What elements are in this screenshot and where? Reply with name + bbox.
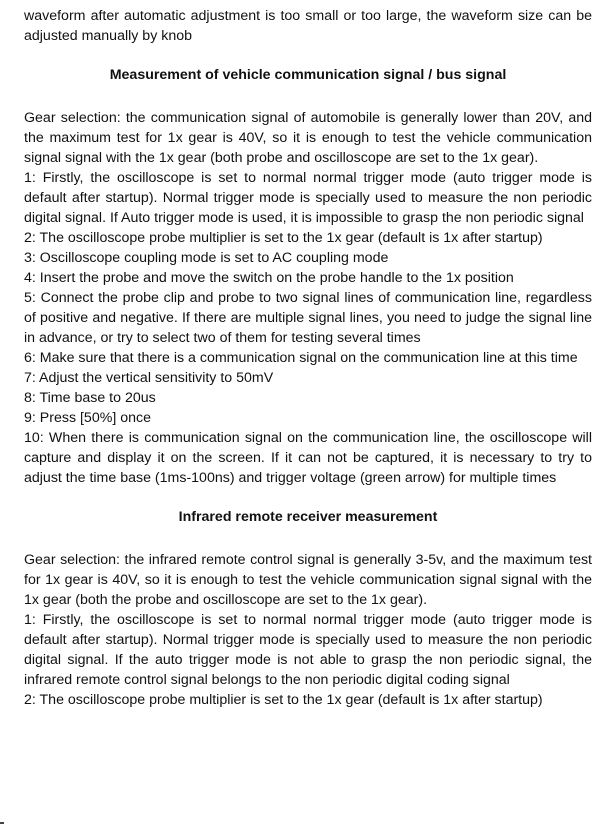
step-3-paragraph: 3: Oscilloscope coupling mode is set to AC coupling mode xyxy=(24,250,389,266)
step-4-paragraph: 4: Insert the probe and move the switch on the probe handle to the 1x position xyxy=(24,270,514,286)
step-7-paragraph: 7: Adjust the vertical sensitivity to 50mV xyxy=(24,370,274,386)
gear-selection-paragraph: Gear selection: the communication signal of automobile is generally lower than 20V, and the maximum test for 1x gear is 40V, so it is enough to test the vehicle communication signal signal with the 1x gear (both probe and oscilloscope are set to the 1x gear). xyxy=(24,110,592,166)
step-10-paragraph: 10: When there is communication signal on the communication line, the oscilloscope will capture and display it on the screen. If it can not be captured, it is necessary to try to adjust the time base (1ms-100ns) and trigger voltage (green arrow) for multiple times xyxy=(24,430,592,486)
section-body-vehicle-communication xyxy=(24,108,592,488)
step-9-paragraph: 9: Press [50%] once xyxy=(24,410,151,426)
intro-paragraph: waveform after automatic adjustment is too small or too large, the waveform size can be adjusted manually by knob xyxy=(24,8,592,44)
spacer xyxy=(24,85,592,108)
gear-selection-paragraph: Gear selection: the infrared remote control signal is generally 3-5v, and the maximum test for 1x gear is 40V, so it is enough to test the vehicle communication signal signal with the 1x gear (both the probe and oscilloscope are set to the 1x gear). xyxy=(24,552,592,608)
step-2-paragraph: 2: The oscilloscope probe multiplier is set to the 1x gear (default is 1x after startup) xyxy=(24,230,543,246)
spacer xyxy=(24,488,592,507)
section-heading-infrared-receiver: Infrared remote receiver measurement xyxy=(178,509,438,525)
page-edge-mark xyxy=(0,822,4,824)
step-8-paragraph: 8: Time base to 20us xyxy=(24,390,156,406)
section-body-infrared-receiver xyxy=(24,550,592,710)
step-6-paragraph: 6: Make sure that there is a communication signal on the communication line at this time xyxy=(24,350,578,366)
step-1-paragraph: 1: Firstly, the oscilloscope is set to normal normal trigger mode (auto trigger mode is default after startup). Normal trigger mode is specially used to measure the non periodic digital signal. If Auto trigger mode is used, it is impossible to grasp the non periodic signal xyxy=(24,170,592,226)
step-5-paragraph: 5: Connect the probe clip and probe to two signal lines of communication line, regardless of positive and negative. If there are multiple signal lines, you need to judge the signal line in advance, or try to select two of them for testing several times xyxy=(24,290,592,346)
document-page xyxy=(24,6,592,710)
step-2-paragraph: 2: The oscilloscope probe multiplier is set to the 1x gear (default is 1x after startup) xyxy=(24,692,543,708)
spacer xyxy=(24,527,592,550)
spacer xyxy=(24,46,592,65)
step-1-paragraph: 1: Firstly, the oscilloscope is set to normal normal trigger mode (auto trigger mode is default after startup). Normal trigger mode is specially used to measure the non periodic digital signal. If the auto trigger mode is not able to grasp the non periodic signal, the infrared remote control signal belongs to the non periodic digital coding signal xyxy=(24,612,592,688)
section-heading-vehicle-communication: Measurement of vehicle communication signal / bus signal xyxy=(109,67,507,83)
